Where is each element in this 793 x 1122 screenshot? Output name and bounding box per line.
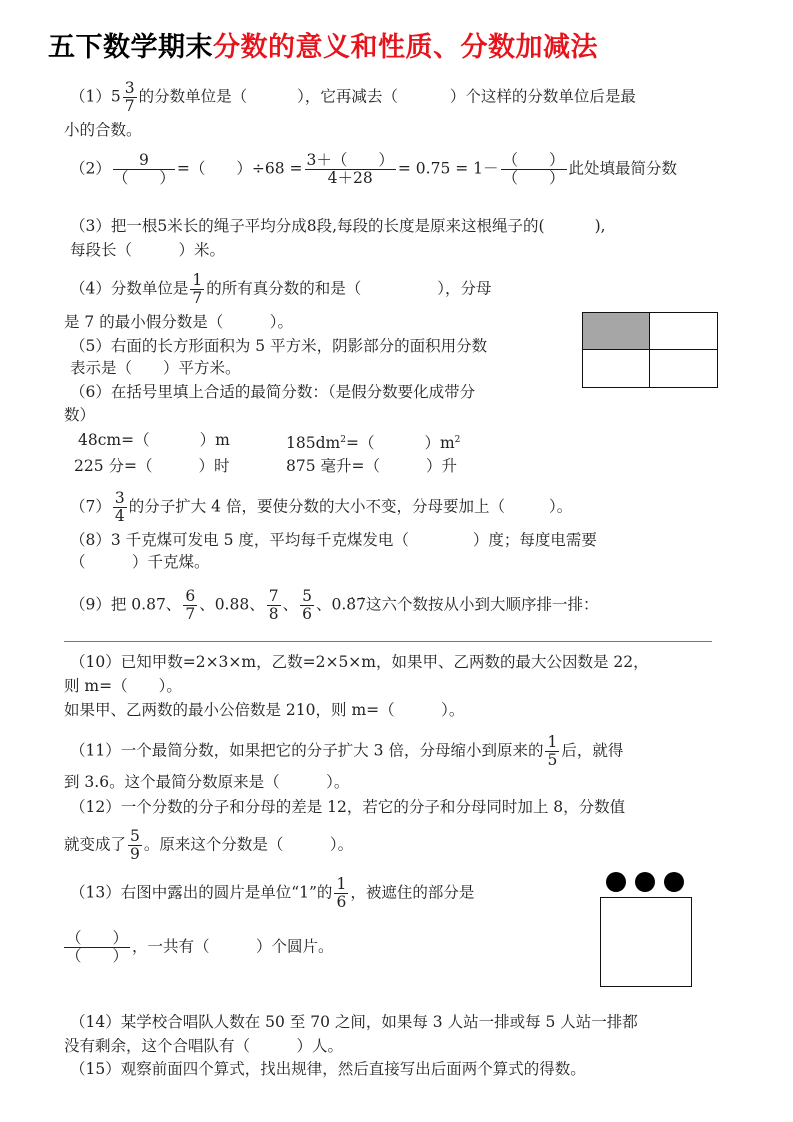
cell-bottom-left [583, 350, 650, 387]
question-3-line-2: 每段长（ ）米。 [70, 241, 226, 259]
question-3-line-1: （3）把一根5米长的绳子平均分成8段,每段的长度是原来这根绳子的( ), [70, 217, 606, 235]
question-6-item-b: $185dm^2=$（ ）$m^2$ [286, 434, 461, 453]
q2-fraction-1: $\frac{9}{( )}$ [112, 151, 175, 187]
title-red-part: 分数的意义和性质、分数加减法 [213, 32, 598, 63]
question-6-item-c: 225 分=（ ）时 [74, 457, 230, 475]
q1-lead: （1）5 [70, 87, 121, 106]
question-14-line-1: （14）某学校合唱队人数在 50 至 70 之间，如果每 3 人站一排或每 5 人站一排都 [70, 1013, 638, 1031]
q13-fraction: $\frac{1}{6}$ [336, 875, 347, 911]
question-15-line-1: （15）观察前面四个算式，找出规律，然后直接写出后面两个算式的得数。 [70, 1060, 586, 1078]
question-6-line-2: 数） [64, 406, 96, 424]
question-2: （2） $\frac{9}{( )}$ =（ ）÷68 = $\frac{3+( )}{4+28}$ = 0.75 = 1－ $\frac{( )}{( )}$ 此处填最简分数 [70, 151, 678, 187]
question-5-line-2: 表示是（ ）平方米。 [70, 359, 241, 377]
covering-square [600, 897, 692, 987]
q4-fraction: $\frac{1}{7}$ [192, 271, 203, 307]
question-14-line-2: 没有剩余，这个合唱队有（ ）人。 [64, 1037, 344, 1055]
cell-top-right [650, 313, 717, 350]
rectangle-figure [582, 312, 718, 388]
q12-fraction: $\frac{5}{9}$ [130, 827, 140, 863]
question-10-line-1: （10）已知甲数=2×3×m，乙数=2×5×m，如果甲、乙两数的最大公因数是 22， [70, 653, 649, 671]
question-6-item-d: 875 毫升=（ ）升 [286, 457, 458, 475]
repeating-decimal: 0.8̇7̇ [331, 595, 366, 614]
q9-fraction-3: $\frac{5}{6}$ [302, 587, 312, 623]
question-11-line-2: 到 3.6。这个最简分数原来是（ ）。 [64, 773, 350, 791]
disc-2 [635, 872, 655, 892]
page-title [48, 25, 598, 64]
question-9: （9）把 0.87、 $\frac{6}{7}$ 、0.88、 $\frac{7}{8}$ 、 $\frac{5}{6}$ 、0.8̇7̇这六个数按从小到大顺序排一排： [70, 587, 599, 623]
question-7: （7） $\frac{3}{4}$ 的分子扩大 4 倍，要使分数的大小不变，分母要加上（ ）。 [70, 489, 573, 525]
visible-discs [604, 871, 690, 893]
q7-fraction: $\frac{3}{4}$ [114, 489, 125, 525]
question-10-line-2: 则 m=（ ）。 [64, 677, 182, 695]
question-1-line-1: （1）5 $\frac{3}{7}$ 的分数单位是（ ），它再减去（ ）个这样的分数单位后是最 [70, 79, 636, 115]
q1-fraction: $\frac{3}{7}$ [124, 79, 135, 115]
question-13-line-1: （13）右图中露出的圆片是单位“1”的 $\frac{1}{6}$ ，被遮住的部分是 [70, 875, 475, 911]
q9-fraction-2: $\frac{7}{8}$ [268, 587, 279, 623]
question-8-line-2: （ ）千克煤。 [70, 553, 210, 571]
disc-3 [664, 872, 684, 892]
shaded-cell [583, 313, 650, 350]
question-4-line-2: 是 7 的最小假分数是（ ）。 [64, 313, 293, 331]
question-10-line-3: 如果甲、乙两数的最小公倍数是 210，则 m=（ ）。 [64, 701, 465, 719]
section-divider [64, 641, 712, 642]
question-12-line-1: （12）一个分数的分子和分母的差是 12，若它的分子和分母同时加上 8，分数值 [70, 798, 626, 816]
q11-fraction: $\frac{1}{5}$ [547, 733, 558, 769]
question-6-item-a: 48cm=（ ）m [78, 431, 230, 449]
question-1-line-2: 小的合数。 [64, 121, 142, 139]
question-8-line-1: （8）3 千克煤可发电 5 度，平均每千克煤发电（ ）度；每度电需要 [70, 531, 597, 549]
disc-1 [606, 872, 626, 892]
question-12-line-2: 就变成了 $\frac{5}{9}$ 。原来这个分数是（ ）。 [64, 827, 354, 863]
q2-fraction-2: $\frac{3+( )}{4+28}$ [306, 151, 394, 187]
question-4-line-1: （4）分数单位是 $\frac{1}{7}$ 的所有真分数的和是（ ），分母 [70, 271, 492, 307]
question-11-line-1: （11）一个最简分数，如果把它的分子扩大 3 倍，分母缩小到原来的 $\frac{1}{5}$ 后，就得 [70, 733, 624, 769]
question-5-line-1: （5）右面的长方形面积为 5 平方米，阴影部分的面积用分数 [70, 337, 488, 355]
title-black-part: 五下数学期末 [48, 32, 213, 63]
q13-answer-fraction: $\frac{( )}{( )}$ [66, 929, 129, 965]
q9-fraction-1: $\frac{6}{7}$ [185, 587, 196, 623]
q2-fraction-3: $\frac{( )}{( )}$ [502, 151, 565, 187]
question-13-line-2: $\frac{( )}{( )}$ ，一共有（ ）个圆片。 [66, 929, 334, 965]
question-6-line-1: （6）在括号里填上合适的最简分数：（是假分数要化成带分 [70, 383, 476, 401]
